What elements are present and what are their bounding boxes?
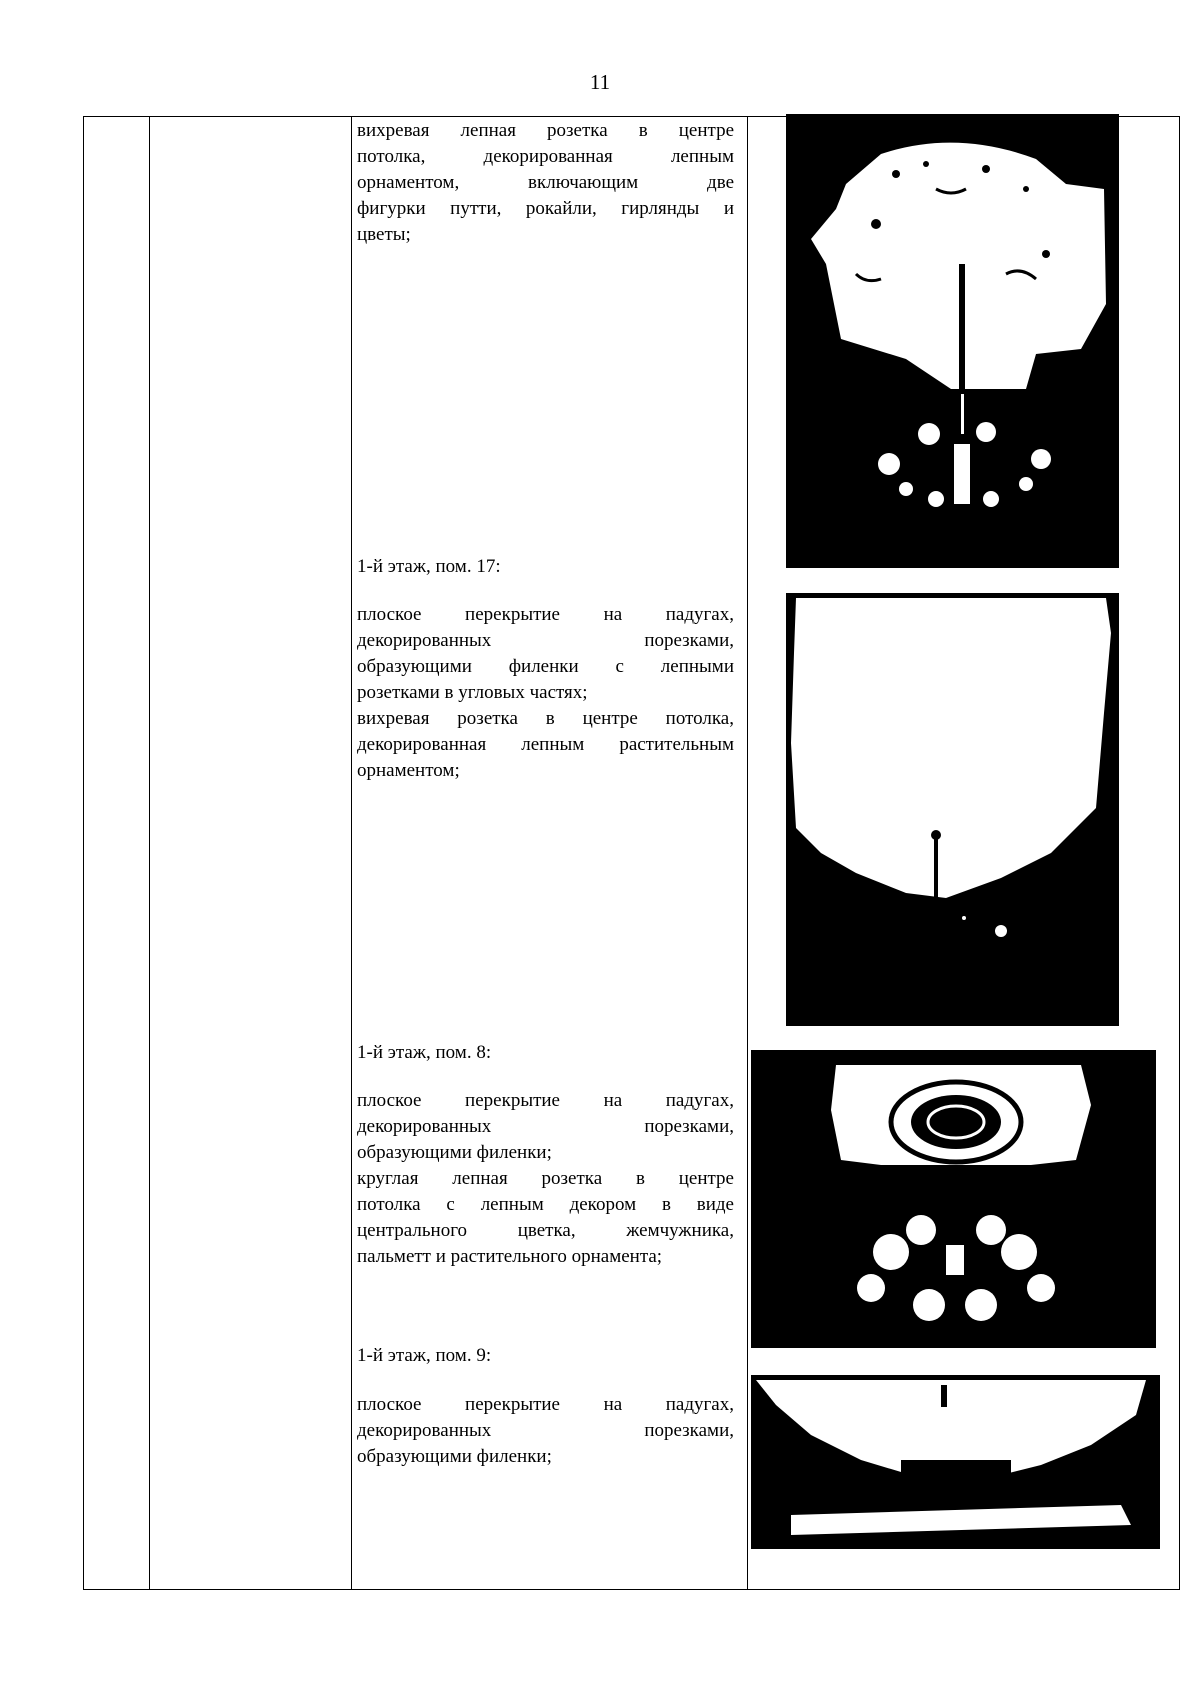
section-2-heading: 1-й этаж, пом. 8: [357, 1042, 492, 1063]
text-line: плоское перекрытие на падугах, [357, 1090, 734, 1111]
section-2-description [357, 1088, 734, 1270]
description-paragraph [357, 118, 734, 248]
text-line: образующими филенки; [357, 1142, 552, 1163]
ceiling-photo-room-8 [751, 1050, 1156, 1348]
text-line: фигурки путти, рокайли, гирлянды и [357, 198, 734, 219]
text-line: орнаментом, включающим две [357, 172, 734, 193]
text-line: круглая лепная розетка в центре [357, 1168, 734, 1189]
text-line: вихревая розетка в центре потолка, [357, 708, 734, 729]
section-0-description [357, 118, 734, 248]
text-line: декорированных порезками, [357, 630, 734, 651]
section-3-heading: 1-й этаж, пом. 9: [357, 1345, 492, 1366]
description-paragraph [357, 1392, 734, 1470]
ceiling-photo-room-9 [751, 1375, 1160, 1549]
text-line: декорированных порезками, [357, 1116, 734, 1137]
section-1-description [357, 602, 734, 784]
text-line: потолка, декорированная лепным [357, 146, 734, 167]
text-line: потолка с лепным декором в виде [357, 1194, 734, 1215]
description-paragraph [357, 602, 734, 784]
section-3-description [357, 1392, 734, 1470]
text-line: образующими филенки; [357, 1446, 552, 1467]
text-line: пальметт и растительного орнамента; [357, 1246, 663, 1267]
text-line: розетками в угловых частях; [357, 682, 588, 703]
text-line: плоское перекрытие на падугах, [357, 604, 734, 625]
ceiling-photo-rosette-putti [786, 114, 1119, 568]
description-paragraph [357, 1088, 734, 1270]
column-divider [747, 117, 748, 1589]
text-line: образующими филенки с лепными [357, 656, 734, 677]
text-line: плоское перекрытие на падугах, [357, 1394, 734, 1415]
text-line: центрального цветка, жемчужника, [357, 1220, 734, 1241]
text-line: декорированных порезками, [357, 1420, 734, 1441]
text-line: орнаментом; [357, 760, 460, 781]
text-line: цветы; [357, 224, 411, 245]
column-divider [351, 117, 352, 1589]
page-number: 11 [589, 70, 611, 94]
ceiling-photo-room-17 [786, 593, 1119, 1026]
column-divider [149, 117, 150, 1589]
section-1-heading: 1-й этаж, пом. 17: [357, 556, 501, 577]
text-line: декорированная лепным растительным [357, 734, 734, 755]
text-line: вихревая лепная розетка в центре [357, 120, 734, 141]
